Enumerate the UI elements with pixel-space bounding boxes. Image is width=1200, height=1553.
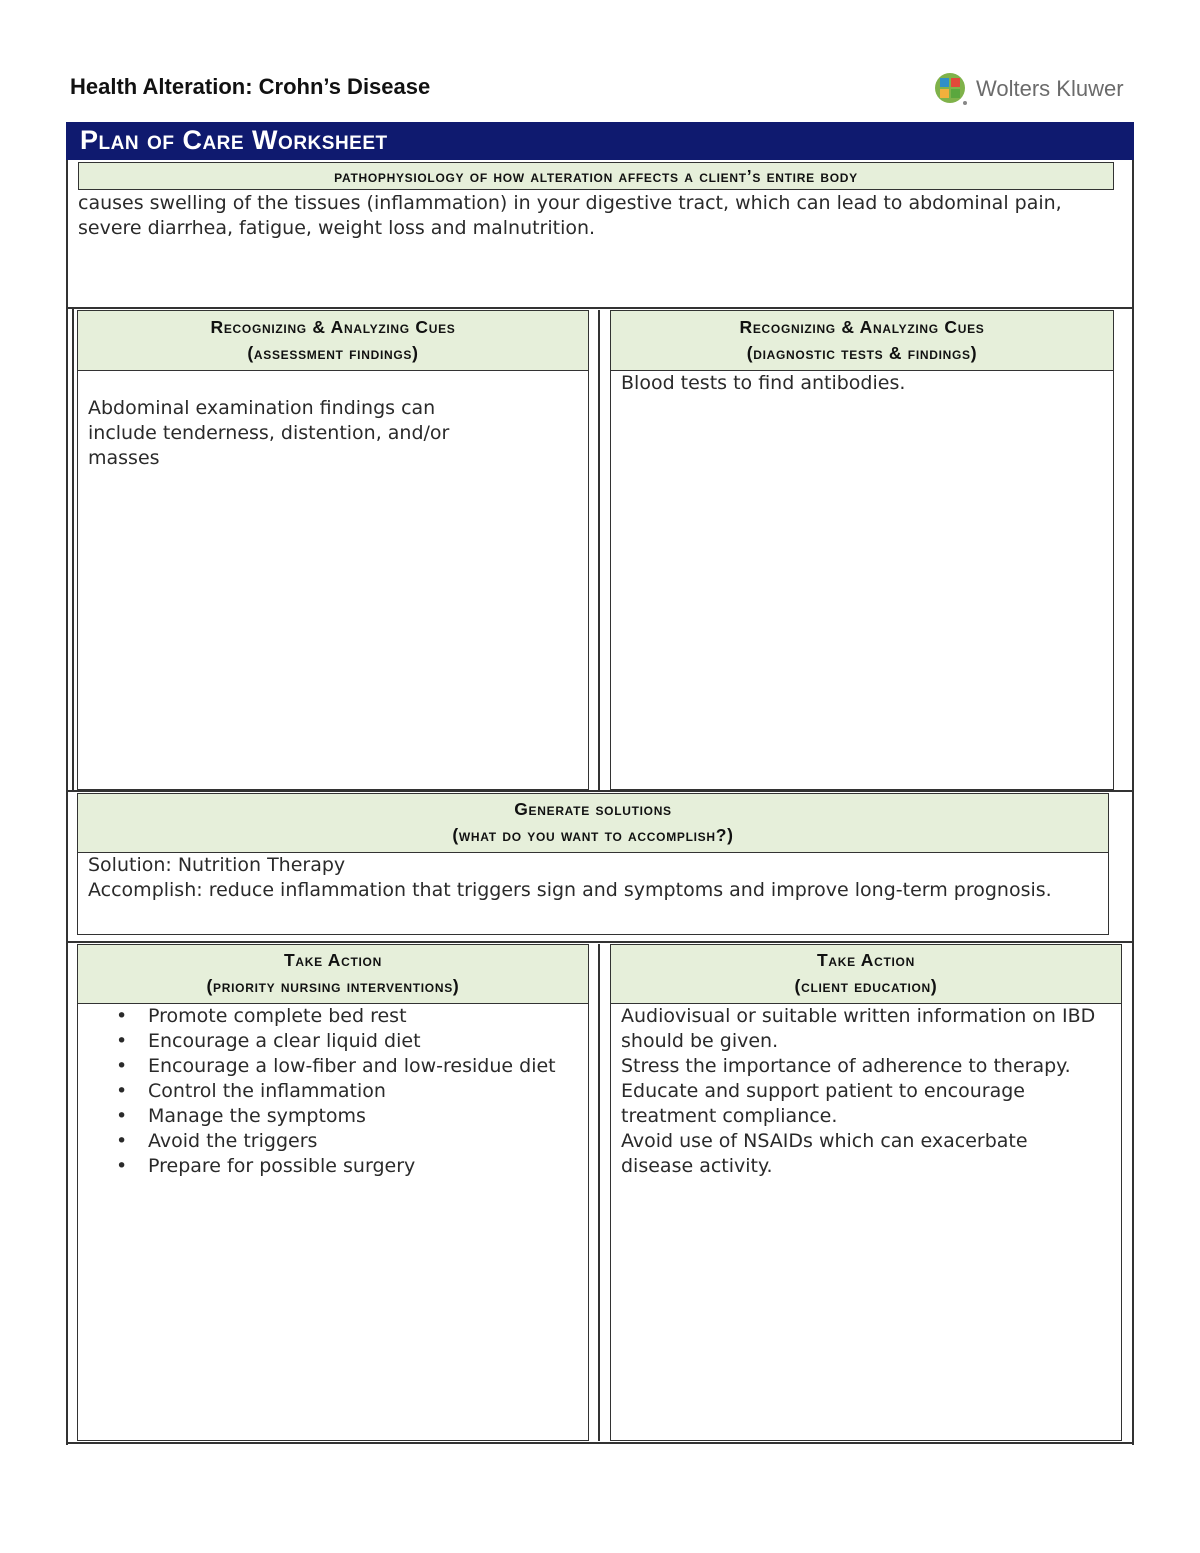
list-item-text: Encourage a clear liquid diet <box>148 1030 421 1052</box>
education-header <box>611 945 1121 1004</box>
solutions-panel <box>77 793 1109 935</box>
list-item-text: Encourage a low-fiber and low-residue diet <box>148 1055 556 1077</box>
worksheet-banner <box>66 122 1134 160</box>
assessment-outer-line <box>72 308 74 791</box>
solutions-text <box>78 853 1108 903</box>
interventions-list <box>78 1004 578 1179</box>
education-paragraph-3: Avoid use of NSAIDs which can exacerbate disease activity. <box>621 1130 1028 1177</box>
document-title: Health Alteration: Crohn’s Disease <box>70 74 431 99</box>
assessment-panel <box>77 310 589 790</box>
section-divider-3 <box>66 941 1134 943</box>
pathophysiology-header <box>78 162 1114 190</box>
outer-left-border <box>66 160 68 1445</box>
outer-right-border <box>1132 160 1134 1445</box>
education-text <box>611 1004 1111 1179</box>
solution-line: Solution: Nutrition Therapy <box>88 854 346 876</box>
diagnostics-text: Blood tests to find antibodies. <box>621 372 906 394</box>
education-header-line2: (client education) <box>794 976 938 996</box>
list-item <box>78 1104 578 1129</box>
diagnostics-header <box>611 311 1113 371</box>
list-item-text: Avoid the triggers <box>148 1130 318 1152</box>
interventions-panel <box>77 944 589 1441</box>
education-header-line1: Take Action <box>817 950 915 970</box>
bullet: • <box>116 1080 128 1102</box>
list-item-text: Promote complete bed rest <box>148 1005 407 1027</box>
diagnostics-panel <box>610 310 1114 790</box>
interventions-header-line2: (priority nursing interventions) <box>206 976 460 996</box>
interventions-header <box>78 945 588 1004</box>
assessment-header <box>78 311 588 371</box>
education-paragraph-1: Audiovisual or suitable written information on IBD should be given. <box>621 1005 1096 1052</box>
banner-title: Plan of Care Worksheet <box>80 125 388 155</box>
education-panel <box>610 944 1122 1441</box>
list-item <box>78 1079 578 1104</box>
assessment-header-line2: (assessment findings) <box>247 343 419 363</box>
list-item <box>78 1154 578 1179</box>
wolters-kluwer-logo <box>934 70 1134 110</box>
bullet: • <box>116 1030 128 1052</box>
pathophysiology-header-text: pathophysiology of how alteration affects a client’s entire body <box>334 166 858 186</box>
bullet: • <box>116 1130 128 1152</box>
section-divider-2 <box>66 790 1134 792</box>
list-item <box>78 1004 578 1029</box>
bullet: • <box>116 1005 128 1027</box>
solutions-header-line1: Generate solutions <box>514 799 672 819</box>
logo-icon <box>934 72 970 108</box>
section-divider-1 <box>66 307 1134 309</box>
bullet: • <box>116 1055 128 1077</box>
assessment-text: Abdominal examination findings can include tenderness, distention, and/or masses <box>88 397 450 469</box>
solutions-header-line2: (what do you want to accomplish?) <box>452 825 734 845</box>
diagnostics-header-line2: (diagnostic tests & findings) <box>746 343 978 363</box>
bullet: • <box>116 1105 128 1127</box>
pathophysiology-text: causes swelling of the tissues (inflammation) in your digestive tract, which can lead to abdominal pain, severe diarrhea, fatigue, weight loss and malnutrition. <box>78 192 1062 239</box>
column-gap-line-b <box>598 944 600 1441</box>
bullet: • <box>116 1155 128 1177</box>
assessment-header-line1: Recognizing & Analyzing Cues <box>210 317 456 337</box>
list-item <box>78 1029 578 1054</box>
column-gap-line-a <box>598 310 600 790</box>
list-item-text: Manage the symptoms <box>148 1105 366 1127</box>
diagnostics-header-line1: Recognizing & Analyzing Cues <box>739 317 985 337</box>
logo-text: Wolters Kluwer <box>976 76 1124 101</box>
list-item-text: Prepare for possible surgery <box>148 1155 416 1177</box>
list-item <box>78 1054 578 1079</box>
solutions-header <box>78 794 1108 853</box>
outer-bottom-border <box>66 1442 1134 1444</box>
interventions-header-line1: Take Action <box>284 950 382 970</box>
list-item-text: Control the inflammation <box>148 1080 386 1102</box>
list-item <box>78 1129 578 1154</box>
accomplish-line: Accomplish: reduce inflammation that triggers sign and symptoms and improve long-term prognosis. <box>88 879 1052 901</box>
education-paragraph-2: Stress the importance of adherence to therapy. Educate and support patient to encourage treatment compliance. <box>621 1055 1071 1127</box>
